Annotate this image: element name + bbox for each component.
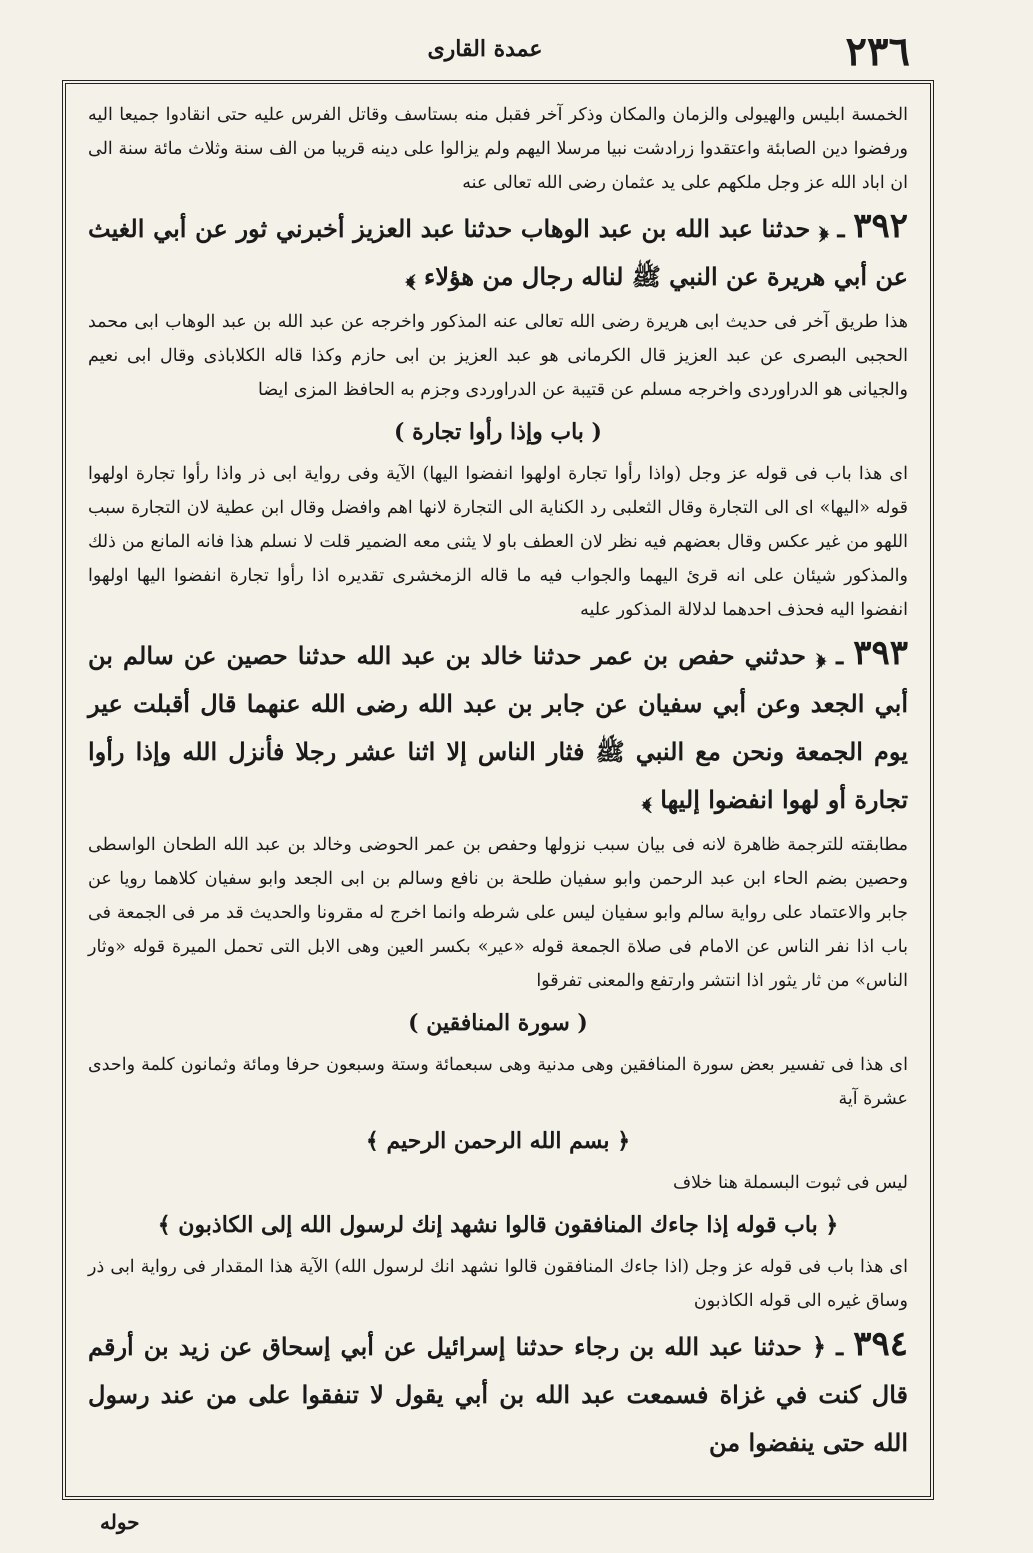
hadith-text (88, 1320, 908, 1467)
page-number: ٢٣٦ (845, 28, 910, 75)
page-header (60, 30, 910, 74)
text-frame (62, 80, 934, 1500)
paragraph-commentary: الخمسة ابليس والهيولى والزمان والمكان وذكر آخر فقبل منه بستاسف وقاتل الفرس عليه حتى انقادوا جميعا اليه ورفضوا دين الصابئة واعتقدوا زرادشت نبيا مرسلا اليهم ولم يزالوا على دينه قريبا من الف سنة وثلاث مائة سنة الى ان اباد الله عز وجل ملكهم على يد عثمان رضى الله تعالى عنه (88, 105, 908, 193)
hadith-close: ﴾ (405, 262, 416, 291)
hadith-dash: ـ ﴿ (806, 641, 844, 670)
hadith-close: ﴾ (642, 785, 652, 814)
paragraph-commentary: هذا طريق آخر فى حديث ابى هريرة رضى الله تعالى عنه المذكور واخرجه عن عبد الله بن عبد الوهاب ابى محمد الحجبى البصرى عن عبد العزيز قال الكرمانى هو عبد العزيز بن ابى حازم وكذا قاله الكلاباذى وقال ابى نعيم والجيانى هو الدراوردى واخرجه مسلم عن قتيبة عن الدراوردى وجزم به الحافظ المزى ايضا (88, 312, 908, 400)
hadith-number: ٣٩٢ (853, 206, 908, 246)
paragraph-commentary: اى هذا باب فى قوله عز وجل (واذا رأوا تجارة اولهوا انفضوا اليها) الآية وفى رواية ابى ذر واذا رأوا تجارة اولهوا قوله «اليها» اى الى التجارة وقال الثعلبى رد الكناية الى التجارة لانها اهم وافضل وقال ابن عطية لان التجارة سبب اللهو من غير عكس وقال بعضهم فيه نظر لان العطف باو لا يثنى معه الضمير قلت لا نسلم هذا فانه المانع من ذلك والمذكور شيئان على انه قرئ اليهما والجواب فيه ما قاله الزمخشرى تقديره اذا رأوا تجارة انفضوا اليها اولهوا انفضوا اليه فحذف احدهما لدلالة المذكور عليه (88, 464, 908, 620)
hadith-body: حدثني حفص بن عمر حدثنا خالد بن عبد الله حدثنا حصين عن سالم بن أبي الجعد وعن أبي سفيان عن جابر بن عبد الله رضى الله عنهما قال أقبلت عير يوم الجمعة ونحن مع النبي ﷺ فثار الناس إلا اثنا عشر رجلا فأنزل الله وإذا رأوا تجارة أو لهوا انفضوا إليها (88, 641, 908, 814)
surah-heading: ( سورة المنافقين ) (408, 1010, 588, 1036)
basmala-heading: ﴿ بسم الله الرحمن الرحيم ﴾ (365, 1128, 631, 1154)
running-title: عمدة القارى (427, 36, 543, 62)
hadith-text (88, 629, 908, 824)
hadith-number: ٣٩٤ (853, 1324, 909, 1364)
hadith-body: حدثنا عبد الله بن رجاء حدثنا إسرائيل عن أبي إسحاق عن زيد بن أرقم قال كنت في غزاة فسمعت عبد الله بن أبي يقول لا تنفقوا على من عند رسول الله حتى ينفضوا من (88, 1332, 908, 1457)
hadith-number: ٣٩٣ (853, 633, 909, 673)
paragraph-commentary: اى هذا فى تفسير بعض سورة المنافقين وهى مدنية وهى سبعمائة وستة وسبعون حرفا ومائة وثمانون كلمة واحدى عشرة آية (88, 1055, 908, 1109)
chapter-heading: ( باب وإذا رأوا تجارة ) (394, 419, 602, 445)
hadith-dash: ـ ﴿ (801, 1332, 844, 1361)
paragraph-commentary: ليس فى ثبوت البسملة هنا خلاف (673, 1173, 908, 1193)
hadith-text (88, 202, 908, 301)
paragraph-commentary: اى هذا باب فى قوله عز وجل (اذا جاءك المنافقون قالوا نشهد انك لرسول الله) الآية هذا المقدار فى رواية ابى ذر وساق غيره الى قوله الكاذبون (88, 1257, 908, 1311)
paragraph-commentary: مطابقته للترجمة ظاهرة لانه فى بيان سبب نزولها وحفص بن عمر الحوضى وخالد بن عبد الله الطحان الواسطى وحصين بضم الحاء ابن عبد الرحمن وابو سفيان طلحة بن نافع وسالم بن ابى الجعد وابو سفيان كلاهما رويا عن جابر والاعتماد على رواية سالم وابو سفيان ليس على شرطه وانما اخرج له مقرونا والحديث قد مر فى الجمعة فى باب اذا نفر الناس عن الامام فى صلاة الجمعة قوله «عير» بكسر العين وهى الابل التى تحمل الميرة قوله «وثار الناس» من ثار يثور اذا انتشر وارتفع والمعنى تفرقوا (88, 835, 908, 991)
hadith-dash: ـ ﴿ (810, 214, 845, 243)
chapter-heading: ﴿ باب قوله إذا جاءك المنافقون قالوا نشهد إنك لرسول الله إلى الكاذبون ﴾ (157, 1212, 839, 1238)
catchword: حوله (100, 1510, 140, 1534)
hadith-body: حدثنا عبد الله بن عبد الوهاب حدثنا عبد العزيز أخبرني ثور عن أبي الغيث عن أبي هريرة عن النبي ﷺ لناله رجال من هؤلاء (88, 214, 908, 291)
